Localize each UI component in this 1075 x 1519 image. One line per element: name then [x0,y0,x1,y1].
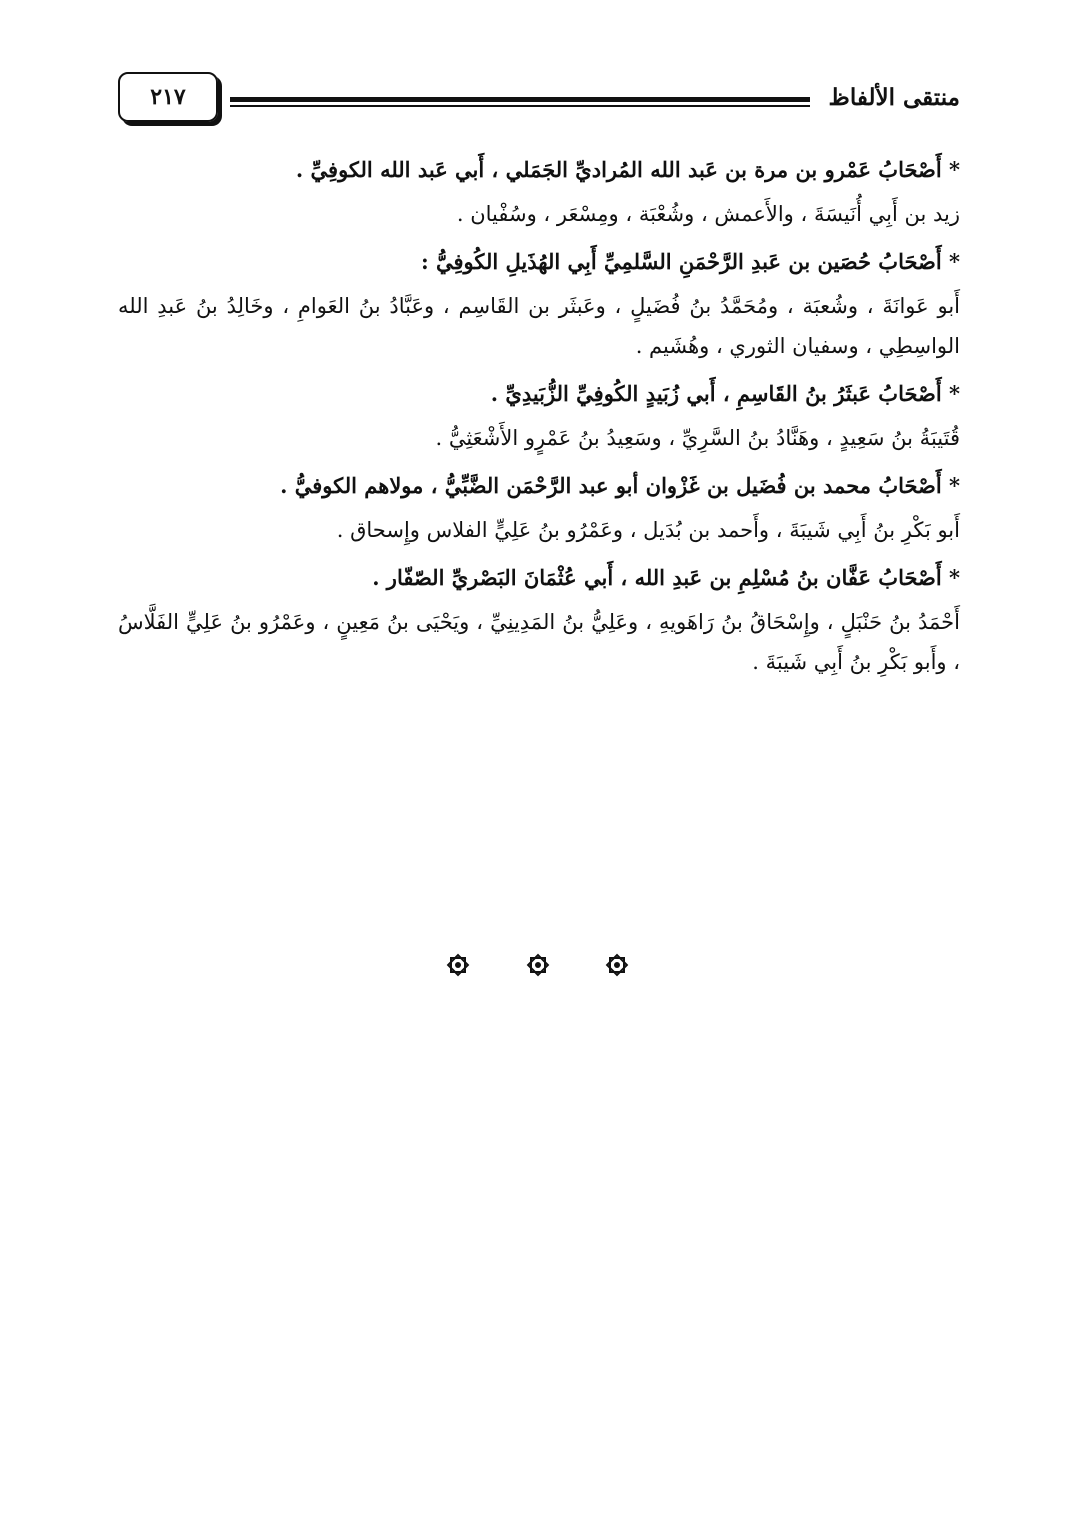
page-number: ٢١٧ [118,72,218,122]
entry-heading: * أَصْحَابُ عَفَّان بنُ مُسْلِمِ بن عَبدِ الله ، أَبي عُثْمَانَ البَصْريِّ الصّفّار . [372,565,960,590]
page-header [118,72,960,132]
star-ornament-icon [445,952,471,978]
page-content [118,148,960,688]
entry-body: زيد بن أَبِي أُنَيسَةَ ، والأَعمش ، وشُعْبَة ، ومِسْعَر ، وسُفْيان . [456,202,960,226]
entry-heading: * أَصْحَابُ حُصَين بن عَبدِ الرَّحْمَنِ السَّلمِيِّ أَبِي الهُذَيلِ الكُوفِيُّ : [420,249,960,274]
star-ornament-icon [604,952,630,978]
section-end-ornaments [0,952,1075,978]
entry-body: أَبو بَكْرِ بنُ أَبِي شَيبَةَ ، وأَحمد بن بُدَيل ، وعَمْرُو بنُ عَلِيٍّ الفلاس وإِسحاق . [336,518,960,542]
star-ornament-icon [525,952,551,978]
entry-heading: * أَصْحَابُ محمد بن فُضَيل بن غَزْوان أبو عبد الرَّحْمَن الضَّبِّيُّ ، مولاهم الكوفيُّ . [280,473,960,498]
header-rule-thick [230,97,810,102]
entry-heading: * أَصْحَابُ عَمْرو بن مرة بن عَبد الله المُراديِّ الجَمَلي ، أَبي عَبد الله الكوفِيِّ . [295,157,960,182]
entry-body: قُتَيبَةُ بنُ سَعِيدٍ ، وهَنَّادُ بنُ السَّرِيِّ ، وسَعِيدُ بنُ عَمْرٍو الأَشْعَثِيُّ . [435,426,960,450]
entry-heading: * أَصْحَابُ عَبثَرُ بنُ القَاسِمِ ، أَبي زُبَيدٍ الكُوفِيِّ الزُّبَيدِيِّ . [490,381,960,406]
entry-body: أَحْمَدُ بنُ حَنْبَلٍ ، وإِسْحَاقُ بنُ رَاهَويهِ ، وعَلِيُّ بنُ المَدِينِيِّ ، ويَحْيَى بنُ مَعِينٍ ، وعَمْرُو بنُ عَلِيٍّ الفَلَّاسُ ، وأَبو بَكْرِ بنُ أَبِي شَيبَةَ . [118,610,960,674]
running-title: منتقى الألفاظ [828,84,960,111]
entry-body: أَبو عَوانَةَ ، وشُعبَة ، ومُحَمَّدُ بنُ فُضَيلٍ ، وعَبثَر بن القَاسِم ، وعَبَّادُ بنُ العَوامِ ، وخَالِدُ بنُ عَبدِ الله الواسِطِي ، وسفيان الثوري ، وهُشَيم . [118,294,960,358]
header-rule-thin [230,105,810,107]
